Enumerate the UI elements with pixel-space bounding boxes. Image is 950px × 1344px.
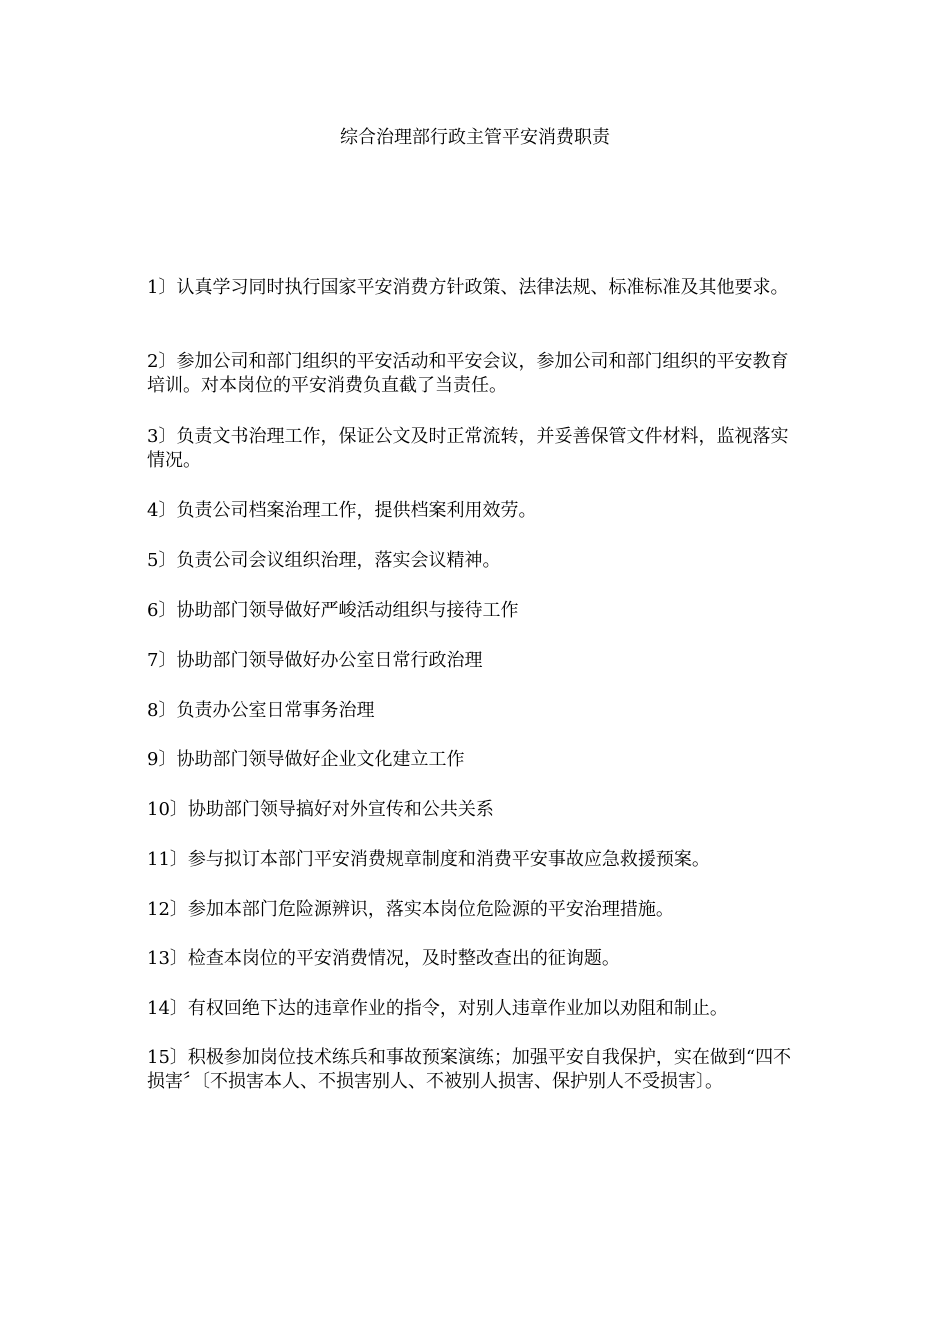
duty-item-15: 15〕积极参加岗位技术练兵和事故预案演练；加强平安自我保护，实在做到“四不损害〞〔不损害本人、不损害别人、不被别人损害、保护别人不受损害〕。 [147,1047,792,1092]
page-title: 综合治理部行政主管平安消费职责 [340,127,610,148]
duty-item-3: 3〕负责文书治理工作，保证公文及时正常流转，并妥善保管文件材料，监视落实情况。 [147,426,789,471]
duty-item-6: 6〕协助部门领导做好严峻活动组织与接待工作 [147,600,519,621]
duty-item-13: 13〕检查本岗位的平安消费情况，及时整改查出的征询题。 [147,948,620,969]
duty-item-9: 9〕协助部门领导做好企业文化建立工作 [147,749,465,770]
duty-item-14: 14〕有权回绝下达的违章作业的指令，对别人违章作业加以劝阻和制止。 [147,998,728,1019]
duty-item-8: 8〕负责办公室日常事务治理 [147,700,375,721]
duty-item-1: 1〕认真学习同时执行国家平安消费方针政策、法律法规、标准标准及其他要求。 [147,277,789,298]
duty-item-12: 12〕参加本部门危险源辨识，落实本岗位危险源的平安治理措施。 [147,899,674,920]
duty-item-7: 7〕协助部门领导做好办公室日常行政治理 [147,650,483,671]
duty-item-11: 11〕参与拟订本部门平安消费规章制度和消费平安事故应急救援预案。 [147,849,710,870]
duty-item-4: 4〕负责公司档案治理工作，提供档案利用效劳。 [147,500,537,521]
duty-item-5: 5〕负责公司会议组织治理，落实会议精神。 [147,550,501,571]
duty-item-10: 10〕协助部门领导搞好对外宣传和公共关系 [147,799,494,820]
duty-item-2: 2〕参加公司和部门组织的平安活动和平安会议，参加公司和部门组织的平安教育培训。对本岗位的平安消费负直截了当责任。 [147,351,789,396]
